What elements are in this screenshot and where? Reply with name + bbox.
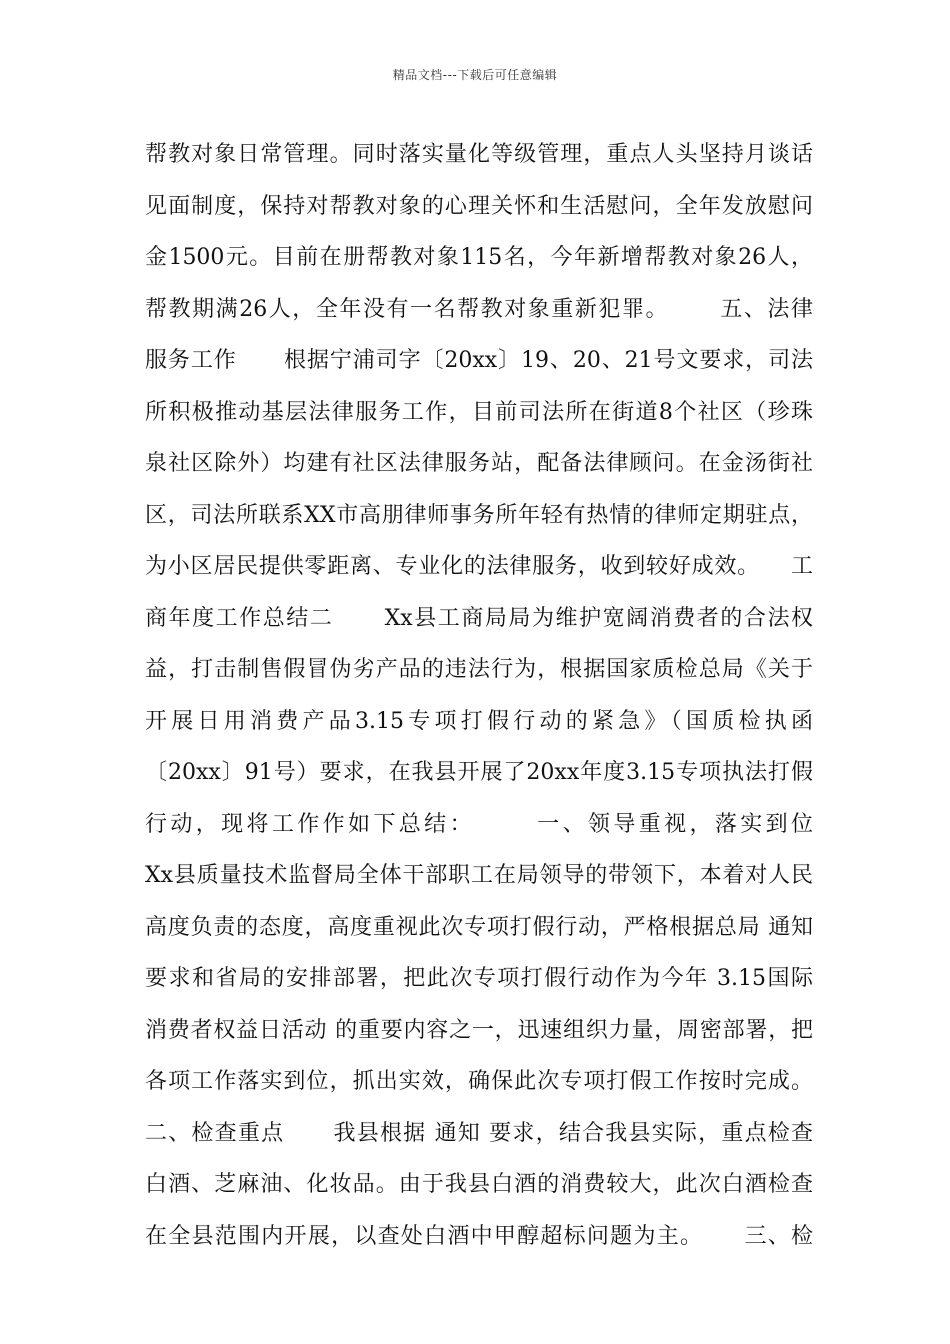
text-line: 为小区居民提供零距离、专业化的法律服务，收到较好成效。 工 xyxy=(145,554,813,579)
text-line: 高度负责的态度，高度重视此次专项打假行动，严格根据总局 通知 xyxy=(145,914,813,940)
text-line: 区，司法所联系XX市高朋律师事务所年轻有热情的律师定期驻点， xyxy=(145,502,813,528)
text-line: 商年度工作总结二 Xx县工商局局为维护宽阔消费者的合法权 xyxy=(145,605,813,631)
text-line: 各项工作落实到位，抓出实效，确保此次专项打假工作按时完成。 xyxy=(145,1069,813,1094)
text-line: 在全县范围内开展，以查处白酒中甲醇超标问题为主。 三、检 xyxy=(145,1223,813,1249)
text-line: 消费者权益日活动 的重要内容之一，迅速组织力量，周密部署，把 xyxy=(145,1017,813,1043)
text-line: 帮教对象日常管理。同时落实量化等级管理，重点人头坚持月谈话 xyxy=(145,142,813,167)
document-body xyxy=(145,129,813,1262)
text-line: 见面制度，保持对帮教对象的心理关怀和生活慰问，全年发放慰问 xyxy=(145,193,813,219)
text-line: 开展日用消费产品3.15专项打假行动的紧急》（国质检执函 xyxy=(145,708,813,734)
text-line: 金1500元。目前在册帮教对象115名，今年新增帮教对象26人， xyxy=(145,245,813,270)
text-line: 行动，现将工作作如下总结： 一、领导重视，落实到位 xyxy=(145,811,813,837)
text-line: 泉社区除外）均建有社区法律服务站，配备法律顾问。在金汤街社 xyxy=(145,451,813,476)
text-line: 二、检查重点 我县根据 通知 要求，结合我县实际，重点检查 xyxy=(145,1120,813,1146)
text-line: 所积极推动基层法律服务工作，目前司法所在街道8个社区（珍珠 xyxy=(145,399,813,425)
text-line: 〔20xx〕91号）要求，在我县开展了20xx年度3.15专项执法打假 xyxy=(145,760,813,785)
text-line: 要求和省局的安排部署，把此次专项打假行动作为今年 3.15国际 xyxy=(145,966,813,991)
text-line: 服务工作 根据宁浦司字〔20xx〕19、20、21号文要求，司法 xyxy=(145,348,813,373)
text-line: Xx县质量技术监督局全体干部职工在局领导的带领下，本着对人民 xyxy=(145,863,813,888)
page-header: 精品文档---下载后可任意编辑 xyxy=(392,68,558,82)
text-line: 益，打击制售假冒伪劣产品的违法行为，根据国家质检总局《关于 xyxy=(145,657,813,682)
text-line: 帮教期满26人，全年没有一名帮教对象重新犯罪。 五、法律 xyxy=(145,296,813,322)
text-line: 白酒、芝麻油、化妆品。由于我县白酒的消费较大，此次白酒检查 xyxy=(145,1172,813,1197)
